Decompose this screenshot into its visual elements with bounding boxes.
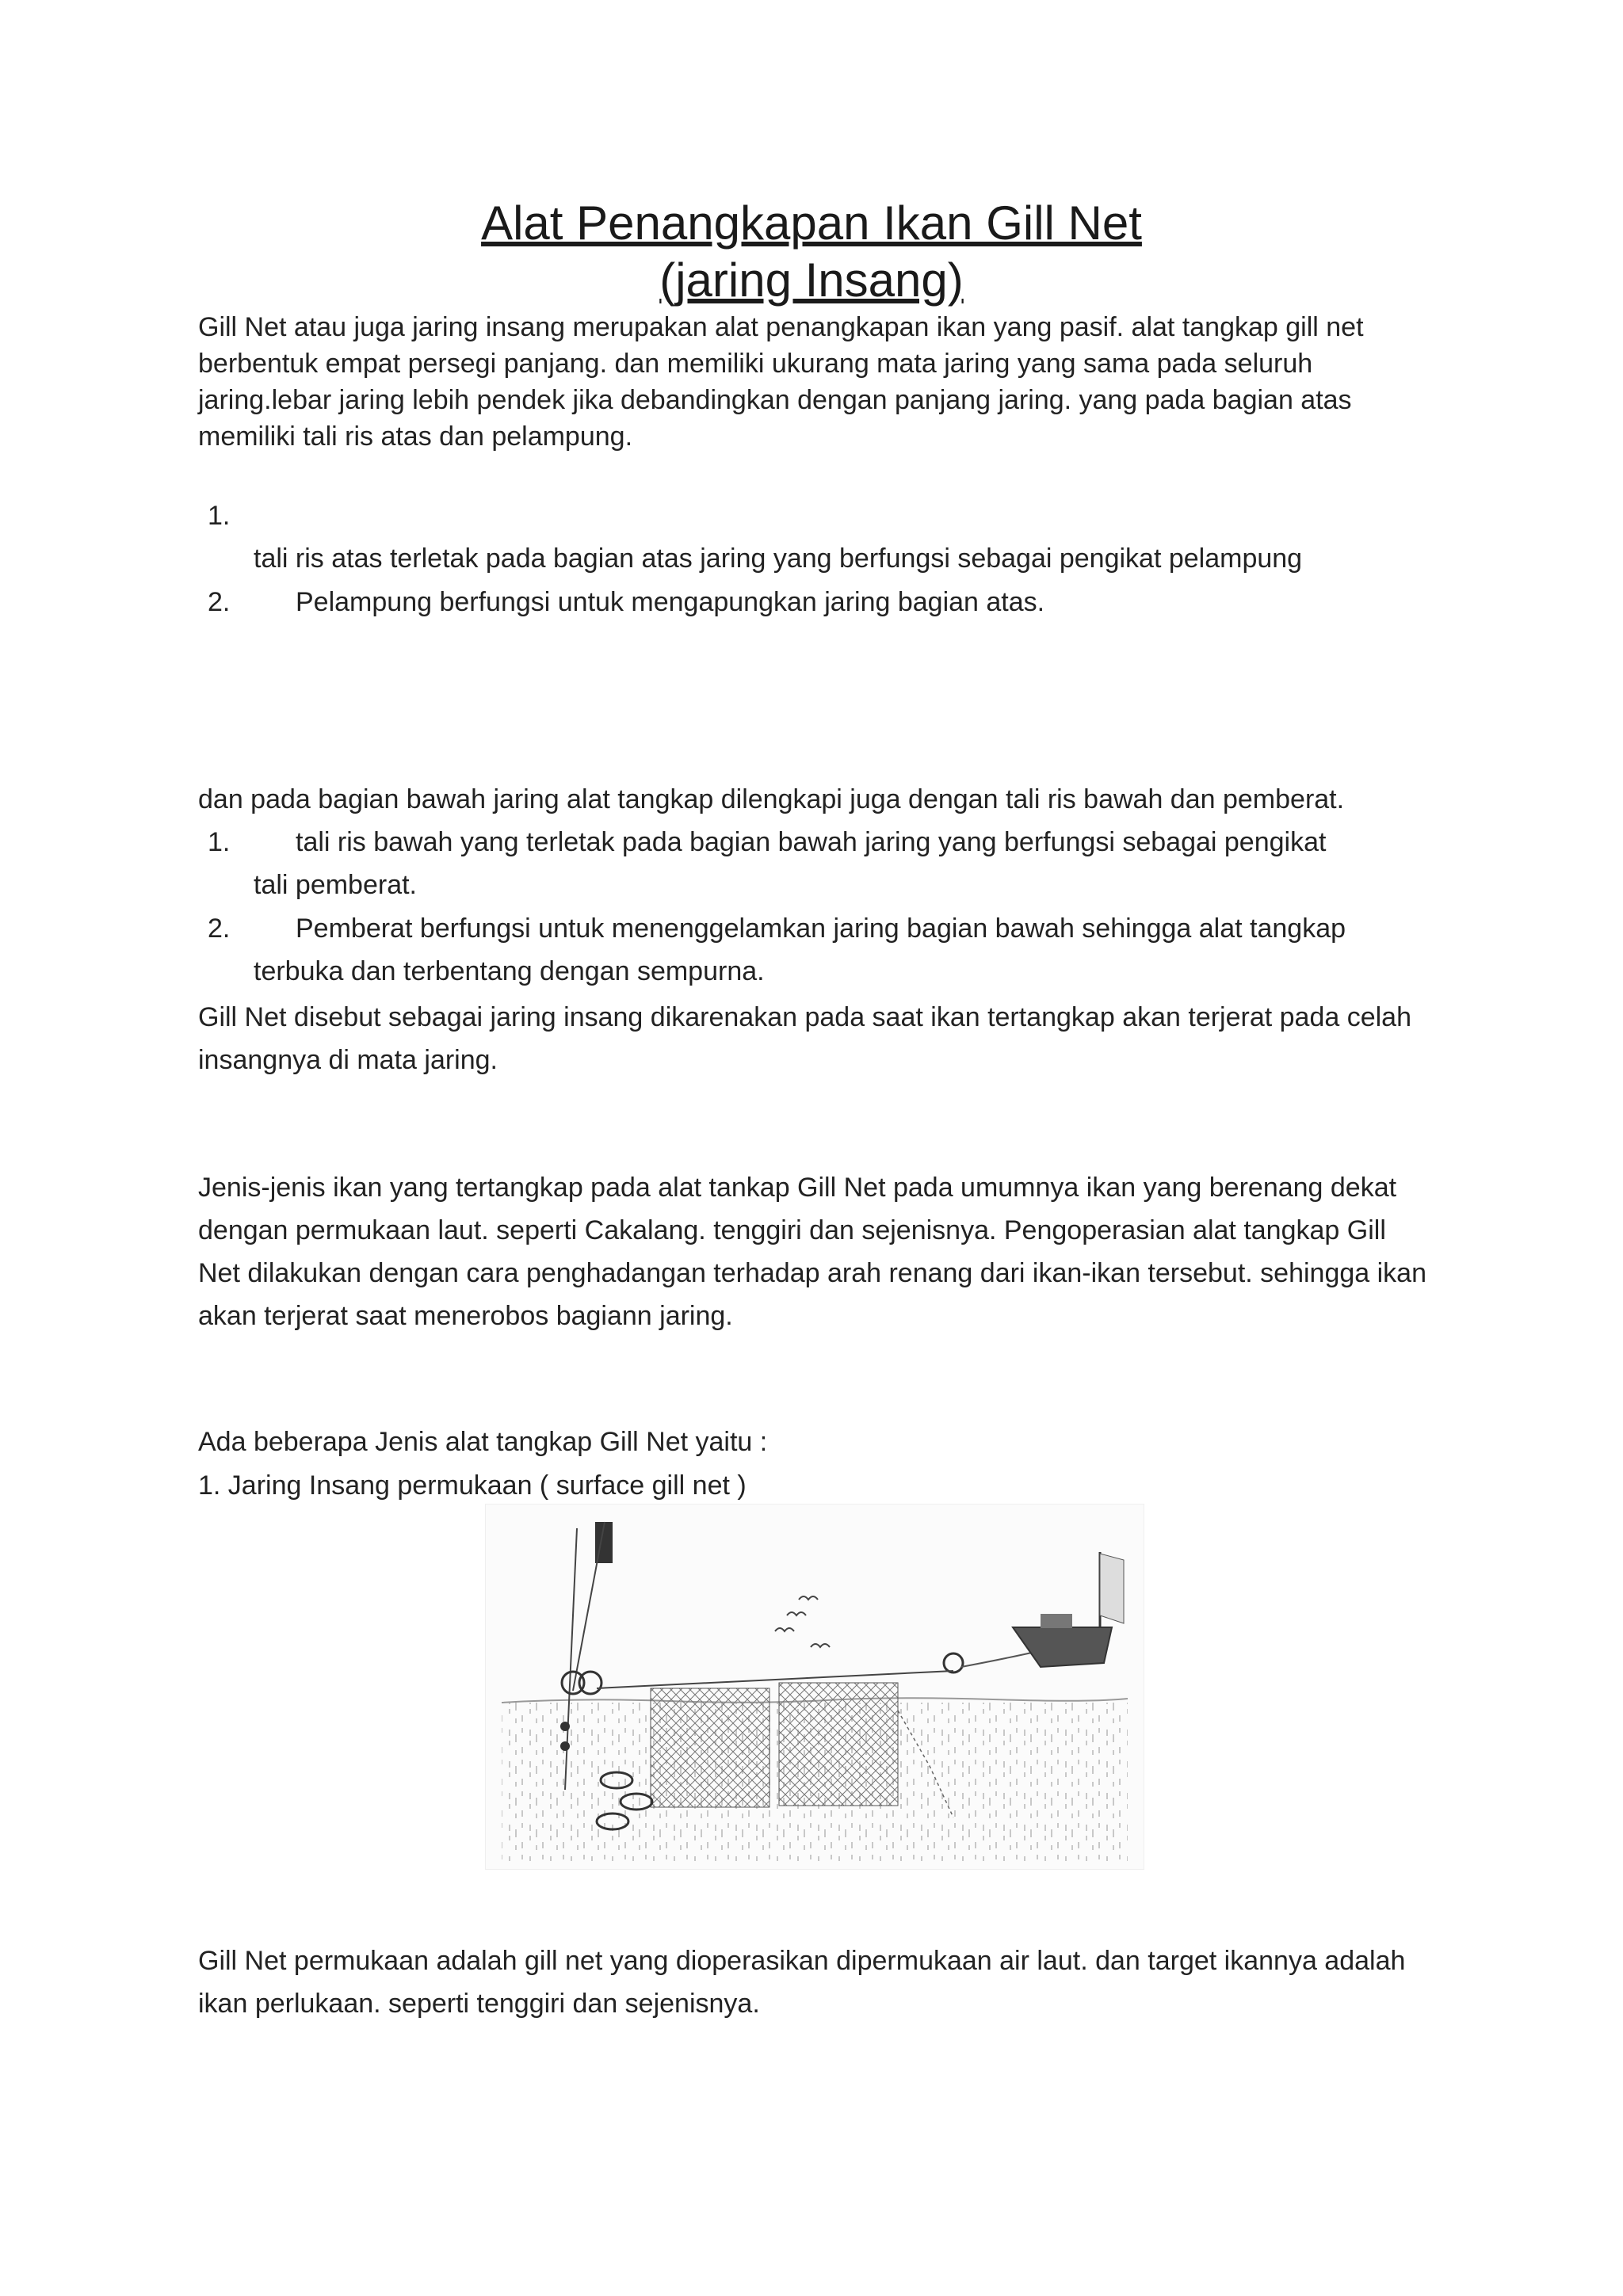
- intro-paragraph: Gill Net atau juga jaring insang merupakan alat penangkapan ikan yang pasif. alat tangkap gill net berbentuk empat persegi panjang. dan memiliki ukurang mata jaring yang sama pada seluruh jaring.lebar jaring lebih pendek jika debandingkan dengan panjang jaring. yang pada bagian atas memiliki tali ris atas dan pelampung.: [198, 312, 1364, 452]
- list-top-num-1: 1.: [208, 501, 231, 531]
- list-bottom-item-1-line1: tali ris bawah yang terletak pada bagian bawah jaring yang berfungsi sebagai pengikat: [296, 827, 1327, 857]
- list-top-num-2: 2.: [208, 587, 231, 617]
- list-top-item-2: Pelampung berfungsi untuk mengapungkan jaring bagian atas.: [296, 587, 1045, 617]
- list-bottom-item-2-line2: terbuka dan terbentang dengan sempurna.: [254, 956, 765, 986]
- list-top-item-1: tali ris atas terletak pada bagian atas jaring yang berfungsi sebagai pengikat pelampung: [254, 543, 1303, 574]
- list-bottom-item-1-line2: tali pemberat.: [254, 870, 417, 900]
- bottom-intro: dan pada bagian bawah jaring alat tangkap dilengkapi juga dengan tali ris bawah dan pemberat.: [198, 784, 1345, 814]
- list-bottom-num-1: 1.: [208, 827, 231, 857]
- types-intro: Ada beberapa Jenis alat tangkap Gill Net yaitu :: [198, 1427, 768, 1457]
- type-1-heading: 1. Jaring Insang permukaan ( surface gill net ): [198, 1470, 747, 1501]
- surface-gill-net-paragraph: Gill Net permukaan adalah gill net yang dioperasikan dipermukaan air laut. dan target ikannya adalah ikan perlukaan. seperti tenggiri dan sejenisnya.: [198, 1946, 1406, 2019]
- gill-explain-paragraph: Gill Net disebut sebagai jaring insang dikarenakan pada saat ikan tertangkap akan terjerat pada celah insangnya di mata jaring.: [198, 1002, 1411, 1075]
- surface-gill-net-figure: [485, 1504, 1144, 1870]
- page-subtitle: (jaring Insang): [659, 254, 964, 307]
- species-paragraph: Jenis-jenis ikan yang tertangkap pada alat tankap Gill Net pada umumnya ikan yang berenang dekat dengan permukaan laut. seperti Cakalang. tenggiri dan sejenisnya. Pengoperasian alat tangkap Gill Net dilakukan dengan cara penghadangan terhadap arah renang dari ikan-ikan tersebut. sehingga ikan akan terjerat saat menerobos bagiann jaring.: [198, 1173, 1427, 1331]
- list-bottom-item-2-line1: Pemberat berfungsi untuk menenggelamkan jaring bagian bawah sehingga alat tangkap: [296, 913, 1346, 944]
- page-title: Alat Penangkapan Ikan Gill Net: [481, 196, 1142, 250]
- surface-gill-net-illustration: [486, 1505, 1144, 1869]
- list-bottom-num-2: 2.: [208, 913, 231, 944]
